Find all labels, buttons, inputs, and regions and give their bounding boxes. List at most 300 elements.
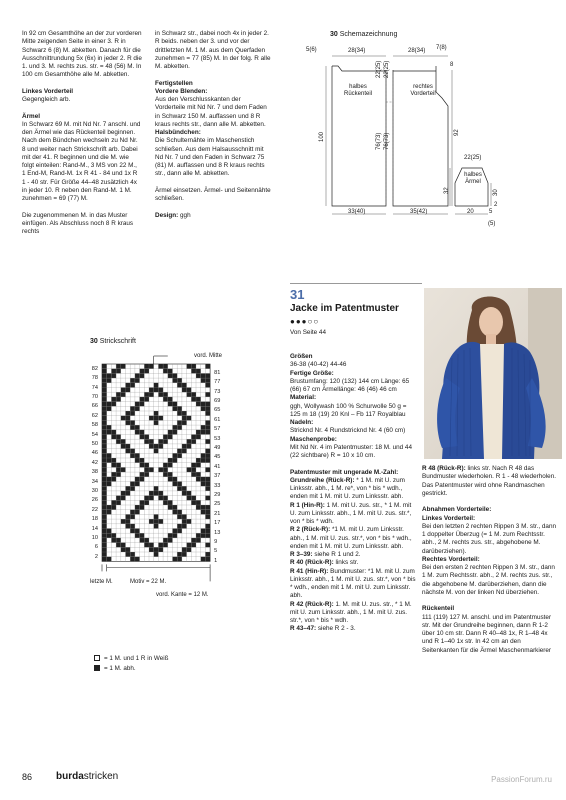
row-number: 1 [214, 557, 218, 564]
row-label: R 1 (Hin-R): [290, 501, 325, 509]
chart-cell-dark [102, 491, 107, 496]
chart-cell-dark [187, 491, 192, 496]
chart-cell-dark [163, 463, 168, 468]
row-number: 2 [94, 553, 98, 560]
chart-cell-dark [196, 402, 201, 407]
dim-label: 92 [454, 129, 460, 136]
chart-cell-dark [116, 435, 121, 440]
chart-cell-dark [107, 458, 112, 463]
chart-cell-dark [201, 533, 206, 538]
label-vord-kante: vord. Kante = 12 M. [156, 592, 209, 598]
chart-cell-dark [168, 500, 173, 505]
schema-title: Schemazeichnung [339, 31, 398, 38]
paragraph-body: Bei den ersten 2 rechten Rippen 3 M. str., dann 1 M. zum Rechtsstr. abh., 2 M. rechts zus. str., die abgehobene M. darüberziehen, dann die nächste M. von der linken Nd überziehen. [422, 564, 555, 596]
chart-cell-dark [173, 510, 178, 515]
chart-cell-dark [201, 453, 206, 458]
chart-cell-dark [135, 425, 140, 430]
chart-cell-dark [182, 524, 187, 529]
difficulty-dots: ●●●○○ [290, 317, 320, 326]
chart-cell-dark [205, 392, 210, 397]
chart-cell-dark [173, 453, 178, 458]
row-number: 10 [91, 534, 98, 541]
chart-cell-dark [201, 430, 206, 435]
chart-cell-dark [205, 477, 210, 482]
row-number: 74 [91, 384, 98, 391]
chart-cell-dark [121, 439, 126, 444]
heading-fertige-groesse: Fertige Größe: [290, 369, 334, 377]
chart-cell-dark [149, 444, 154, 449]
chart-cell-dark [116, 496, 121, 501]
chart-cell-dark [177, 411, 182, 416]
chart-cell-dark [201, 557, 206, 562]
chart-cell-dark [140, 402, 145, 407]
chart-cell-dark [196, 463, 201, 468]
chart-cell-dark [154, 524, 159, 529]
chart-cell-dark [163, 364, 168, 369]
chart-cell-dark [140, 430, 145, 435]
chart-cell-dark [126, 547, 131, 552]
chart-cell-dark [135, 378, 140, 383]
chart-cell-dark [182, 552, 187, 557]
chart-cell-dark [168, 397, 173, 402]
chart-cell-dark [126, 416, 131, 421]
chart-cell-dark [111, 500, 116, 505]
chart-cell-dark [140, 505, 145, 510]
chart-cell-dark [154, 416, 159, 421]
row-number: 61 [214, 416, 221, 423]
chart-cell-dark [168, 430, 173, 435]
chart-cell-dark [107, 430, 112, 435]
chart-cell-dark [196, 505, 201, 510]
page-number: 86 [22, 772, 33, 782]
chart-cell-dark [126, 449, 131, 454]
model-photo-image [424, 288, 562, 459]
heading-linkes-vorderteil: Linkes Vorderteil: [422, 514, 476, 522]
schema-svg [290, 28, 556, 238]
pattern-header [290, 283, 420, 337]
chart-cell-dark [126, 420, 131, 425]
chart-cell-dark [182, 416, 187, 421]
dim-label: 32 [444, 187, 450, 194]
chart-cell-dark [163, 538, 168, 543]
chart-cell-dark [144, 439, 149, 444]
chart-cell-dark [205, 557, 210, 562]
chart-cell-dark [102, 430, 107, 435]
chart-cell-dark [102, 524, 107, 529]
chart-cell-dark [102, 496, 107, 501]
chart-cell-dark [187, 388, 192, 393]
watermark: PassionForum.ru [491, 775, 552, 784]
row-number: 29 [214, 491, 221, 498]
black-square-icon [94, 665, 100, 671]
chart-cell-dark [173, 557, 178, 562]
chart-cell-dark [191, 439, 196, 444]
paragraph-body: Die zugenommenen M. in das Muster einfügen. Als Abschluss noch 8 R kraus rechts [22, 211, 134, 235]
chart-cell-dark [140, 477, 145, 482]
chart-cell-dark [168, 472, 173, 477]
row-text: siehe R 2 - 3. [316, 625, 356, 633]
chart-cell-dark [154, 449, 159, 454]
chart-cell-dark [111, 505, 116, 510]
chart-cell-dark [102, 420, 107, 425]
chart-cell-dark [196, 430, 201, 435]
chart-cell-dark [102, 439, 107, 444]
chart-cell-dark [163, 435, 168, 440]
chart-cell-dark [177, 510, 182, 515]
chart-cell-dark [191, 463, 196, 468]
chart-cell-dark [102, 505, 107, 510]
row-number: 57 [214, 426, 221, 433]
chart-cell-dark [126, 411, 131, 416]
chart-cell-dark [158, 392, 163, 397]
chart-cell-dark [158, 547, 163, 552]
dim-label: 22(25) [464, 155, 482, 161]
row-text: links str. Nach R 48 das Bundmuster wiederholen. R 1 - 48 wiederholen. Das Patentmuster wird ohne Randmaschen gestrickt. [422, 465, 556, 497]
dim-label: 100 [319, 131, 325, 142]
label-letzte-m: letzte M. [90, 579, 113, 585]
heading-rueckenteil: Rückenteil [422, 605, 455, 613]
chart-cell-dark [144, 467, 149, 472]
chart-cell-dark [102, 392, 107, 397]
row-label: R 2 (Rück-R): [290, 526, 331, 534]
chart-cell-dark [135, 505, 140, 510]
chart-cell-dark [144, 397, 149, 402]
chart-cell-dark [177, 557, 182, 562]
chart-cell-dark [201, 425, 206, 430]
chart-cell-dark [205, 505, 210, 510]
chart-cell-dark [102, 482, 107, 487]
chart-cell-dark [205, 373, 210, 378]
chart-cell-dark [121, 467, 126, 472]
chart-cell-dark [107, 453, 112, 458]
chart-cell-dark [154, 383, 159, 388]
chart-cell-dark [205, 467, 210, 472]
chart-cell-dark [177, 453, 182, 458]
chart-cell-dark [177, 524, 182, 529]
chart-cell-dark [140, 369, 145, 374]
chart-cell-dark [121, 388, 126, 393]
row-number: 62 [91, 412, 98, 419]
chart-cell-dark [135, 529, 140, 534]
chart-cell-dark [130, 425, 135, 430]
row-label: R 43–47: [290, 625, 317, 633]
row-number: 58 [91, 422, 98, 429]
chart-cell-dark [126, 524, 131, 529]
row-label: R 48 (Rück-R): [422, 465, 466, 472]
row-number: 34 [91, 478, 98, 485]
chart-cell-dark [102, 486, 107, 491]
chart-cell-dark [140, 458, 145, 463]
chart-cell-dark [168, 533, 173, 538]
chart-cell-dark [158, 439, 163, 444]
dim-label: 7(8) [436, 45, 447, 51]
chart-cell-dark [130, 552, 135, 557]
chart-cell-dark [102, 416, 107, 421]
chart-cell-dark [154, 388, 159, 393]
chart-cell-dark [182, 486, 187, 491]
chart-cell-dark [173, 458, 178, 463]
chart-cell-dark [205, 496, 210, 501]
chart-cell-dark [102, 477, 107, 482]
chart-cell-dark [168, 463, 173, 468]
chart-cell-dark [126, 552, 131, 557]
chart-cell-dark [158, 444, 163, 449]
chart-cell-dark [205, 406, 210, 411]
chart-cell-dark [196, 373, 201, 378]
row-number: 46 [91, 450, 98, 457]
chart-cell-dark [154, 552, 159, 557]
chart-cell-dark [149, 388, 154, 393]
label-rechtes-vorderteil: rechtes Vorderteil [410, 84, 436, 97]
chart-cell-dark [205, 402, 210, 407]
chart-cell-dark [154, 486, 159, 491]
chart-cell-dark [205, 543, 210, 548]
chart-cell-dark [177, 529, 182, 534]
dim-label: 5 [489, 209, 493, 215]
chart-cell-dark [102, 514, 107, 519]
chart-cell-dark [102, 435, 107, 440]
heading-aermel: Ärmel [22, 112, 40, 120]
dim-label: 22(25) [384, 60, 390, 78]
chart-cell-dark [144, 364, 149, 369]
chart-cell-dark [121, 444, 126, 449]
chart-cell-dark [135, 533, 140, 538]
chart-cell-dark [163, 496, 168, 501]
chart-cell-dark [177, 482, 182, 487]
row-number: 33 [214, 482, 221, 489]
chart-cell-dark [205, 449, 210, 454]
chart-cell-dark [135, 402, 140, 407]
chart-cell-dark [135, 477, 140, 482]
label-halbes-rueckenteil: halbes Rückenteil [343, 84, 372, 97]
paragraph-body: 36-38 (40-42) 44-46 [290, 361, 347, 369]
chart-cell-dark [116, 463, 121, 468]
row-number: 66 [91, 403, 98, 410]
chart-cell-dark [196, 397, 201, 402]
white-square-icon [94, 655, 100, 661]
row-number: 69 [214, 397, 221, 404]
chart-cell-dark [130, 406, 135, 411]
chart-cell-dark [173, 529, 178, 534]
column-mid [155, 30, 272, 220]
chart-cell-dark [201, 458, 206, 463]
chart-cell-dark [191, 500, 196, 505]
label-halbes-aermel: halbes Ärmel [464, 172, 482, 185]
chart-cell-dark [201, 529, 206, 534]
row-number: 17 [214, 520, 221, 527]
chart-cell-dark [187, 364, 192, 369]
chart-cell-dark [205, 514, 210, 519]
chart-cell-dark [191, 496, 196, 501]
chart-cell-dark [135, 482, 140, 487]
chart-cell-dark [201, 406, 206, 411]
dim-label: (5) [488, 221, 496, 227]
chart-cell-dark [182, 420, 187, 425]
chart-cell-dark [205, 430, 210, 435]
paragraph-body: Gegengleich arb. [22, 96, 71, 103]
chart-cell-dark [168, 505, 173, 510]
chart-cell-dark [205, 458, 210, 463]
row-label: R 42 (Rück-R): [290, 600, 334, 608]
chart-cell-dark [126, 444, 131, 449]
chart-cell-dark [130, 510, 135, 515]
chart-cell-dark [130, 378, 135, 383]
dim-label: 76(73) [384, 132, 390, 150]
chart-cell-dark [102, 472, 107, 477]
chart-cell-dark [102, 500, 107, 505]
chart-cell-dark [205, 486, 210, 491]
chart-cell-dark [135, 406, 140, 411]
chart-cell-dark [107, 533, 112, 538]
chart-cell-dark [107, 425, 112, 430]
heading-groessen: Größen [290, 353, 313, 360]
chart-cell-dark [135, 430, 140, 435]
chart-cell-dark [205, 425, 210, 430]
dim-label: 22(25) [376, 60, 382, 78]
chart-cell-dark [121, 416, 126, 421]
chart-cell-dark [158, 496, 163, 501]
chart-cell-dark [130, 383, 135, 388]
chart-legend [94, 654, 168, 674]
row-number: 54 [91, 431, 98, 438]
chart-cell-dark [177, 383, 182, 388]
chart-cell-dark [126, 491, 131, 496]
chart-cell-dark [102, 444, 107, 449]
chart-cell-dark [135, 453, 140, 458]
chart-cell-dark [111, 472, 116, 477]
chart-cell-dark [205, 378, 210, 383]
schema-number: 30 [330, 31, 338, 38]
row-number: 73 [214, 388, 221, 395]
chart-cell-dark [126, 514, 131, 519]
chart-cell-dark [187, 543, 192, 548]
chart-cell-dark [154, 519, 159, 524]
chart-cell-dark [111, 477, 116, 482]
paragraph-body: Die Schulternähte im Maschenstich schließen. Aus dem Halsausschnitt mit Nd Nr. 7 und den Faden in Schwarz 75 (81) M. auffassen und 8 R kraus rechts str., dann alle M. abketten. [155, 137, 265, 178]
chart-cell-dark [154, 514, 159, 519]
heading-rechtes-vorderteil: Rechtes Vorderteil: [422, 555, 480, 563]
chart-cell-dark [140, 435, 145, 440]
chart-cell-dark [177, 406, 182, 411]
chart-cell-dark [168, 402, 173, 407]
row-text: *1 M. mit U. zum Linksstr. abh., 1 M. mit U. zus. str.*, von * bis * wdh., enden mit 1 M. mit U. zum Linksstr. abh. [290, 526, 412, 550]
chart-cell-dark [102, 510, 107, 515]
chart-cell-dark [191, 467, 196, 472]
chart-cell-dark [205, 533, 210, 538]
row-number: 14 [91, 525, 98, 532]
row-number: 77 [214, 379, 221, 386]
dim-label: 5(6) [306, 47, 317, 53]
row-text: * 1 M. mit U. zum Linksstr. abh., 1 M. re*, von * bis * wdh., enden mit 1 M. mit U. zum Linksstr. abh. [290, 476, 405, 501]
design-label: Design: [155, 211, 179, 219]
chart-cell-dark [107, 529, 112, 534]
chart-cell-dark [144, 538, 149, 543]
chart-cell-dark [196, 500, 201, 505]
chart-cell-dark [107, 482, 112, 487]
chart-cell-dark [144, 543, 149, 548]
chart-cell-dark [126, 383, 131, 388]
paragraph-body: Ärmel einsetzen. Ärmel- und Seitennähte schließen. [155, 186, 271, 202]
chart-cell-dark [158, 416, 163, 421]
chart-cell-dark [182, 491, 187, 496]
chart-cell-dark [201, 477, 206, 482]
row-number: 50 [91, 440, 98, 447]
chart-cell-dark [177, 378, 182, 383]
chart-cell-dark [121, 364, 126, 369]
chart-cell-dark [182, 388, 187, 393]
chart-cell-dark [102, 369, 107, 374]
chart-cell-dark [130, 482, 135, 487]
chart-cell-dark [116, 397, 121, 402]
chart-cell-dark [196, 533, 201, 538]
row-text: 1 M. mit U. zus. str., * 1 M. mit U. zum Linksstr. abh., 1 M. mit U. zus. str.*, von * bis * wdh. [290, 501, 412, 525]
row-number: 78 [91, 375, 98, 382]
dim-label: 76(73) [376, 132, 382, 150]
chart-cell-dark [201, 373, 206, 378]
chart-cell-dark [191, 392, 196, 397]
column-instructions-1 [290, 353, 418, 634]
chart-cell-dark [102, 543, 107, 548]
chart-cell-dark [149, 467, 154, 472]
chart-cell-dark [163, 392, 168, 397]
chart-cell-dark [116, 467, 121, 472]
chart-cell-dark [173, 402, 178, 407]
paragraph-body: ggh, Wollywash 100 % Schurwolle 50 g = 125 m 18 (19) 20 Knl – Fb 117 Royalblau [290, 402, 407, 418]
chart-cell-dark [121, 496, 126, 501]
chart-cell-dark [168, 369, 173, 374]
row-text: siehe R 1 und 2. [312, 551, 361, 558]
chart-cell-dark [168, 373, 173, 378]
chart-cell-dark [158, 519, 163, 524]
chart-cell-dark [107, 505, 112, 510]
chart-cell-dark [102, 467, 107, 472]
chart-cell-dark [111, 458, 116, 463]
chart-cell-dark [191, 369, 196, 374]
chart-cell-dark [182, 449, 187, 454]
row-number: 21 [214, 510, 221, 517]
pattern-title: Jacke im Patentmuster [290, 303, 399, 314]
chart-cell-dark [182, 383, 187, 388]
model-photo [424, 288, 562, 459]
chart-cell-dark [140, 472, 145, 477]
chart-cell-dark [144, 463, 149, 468]
chart-cell-dark [205, 529, 210, 534]
chart-cell-dark [107, 477, 112, 482]
chart-cell-dark [130, 529, 135, 534]
chart-cell-dark [173, 378, 178, 383]
chart-cell-dark [187, 444, 192, 449]
chart-cell-dark [102, 378, 107, 383]
chart-cell-dark [121, 491, 126, 496]
chart-cell-dark [126, 519, 131, 524]
row-number: 30 [91, 487, 98, 494]
chart-cell-dark [187, 467, 192, 472]
chart-cell-dark [205, 453, 210, 458]
chart-cell-dark [163, 500, 168, 505]
column-instructions-2 [422, 465, 556, 655]
heading-halsbuendchen: Halsbündchen: [155, 129, 201, 136]
chart-cell-dark [102, 519, 107, 524]
chart-cell-dark [201, 510, 206, 515]
paragraph-body: Aus den Verschlusskanten der Vorderteile mit Nd Nr. 7 und dem Faden in Schwarz 150 M. auffassen und 8 R kraus rechts str., dann alle M. abketten. [155, 96, 267, 128]
chart-cell-dark [205, 439, 210, 444]
chart-cell-dark [102, 453, 107, 458]
chart-cell-dark [111, 463, 116, 468]
paragraph-body: In Schwarz 69 M. mit Nd Nr. 7 anschl. und den Ärmel wie das Rückenteil beginnen. Nach dem Bündchen wechseln zu Nd Nr. 8 und weiter nach Strickschrift arb. Dabei mit der 41. R beginnen und die M. wie folgt einteilen: Rand-M., 3 MS von 22 M., 1 End-M, Rand-M. 1x R 41 - 84 und 1x R 1 - 40 str. Für Größe 44–48 zusätzlich 4x in jeder 10. R neben den Rand-M. 1 M. zunehmen = 69 (77) M. [22, 120, 141, 202]
chart-cell-dark [121, 392, 126, 397]
chart-cell-dark [149, 543, 154, 548]
chart-cell-dark [173, 373, 178, 378]
